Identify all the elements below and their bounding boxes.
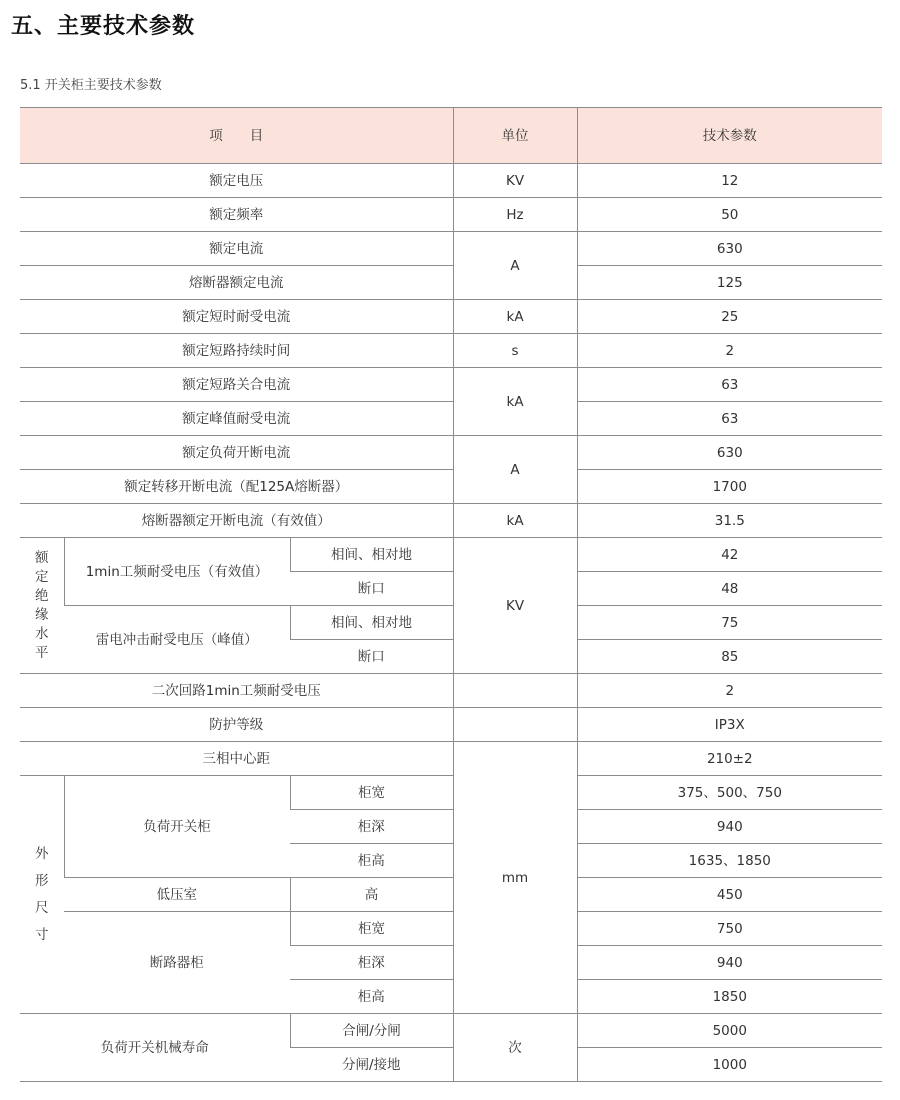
row-unit bbox=[453, 708, 577, 742]
row-value: 940 bbox=[577, 946, 882, 980]
table-row bbox=[20, 912, 882, 946]
table-row bbox=[20, 674, 882, 708]
row-unit: kA bbox=[453, 368, 577, 436]
row-label: 二次回路1min工频耐受电压 bbox=[20, 674, 453, 708]
isolating-distance-label: 断口 bbox=[290, 572, 453, 606]
row-label: 额定转移开断电流（配125A熔断器） bbox=[20, 470, 453, 504]
row-unit: A bbox=[453, 436, 577, 504]
table-row bbox=[20, 776, 882, 810]
table-row bbox=[20, 538, 882, 572]
lv-height-label: 高 bbox=[290, 878, 453, 912]
depth-label: 柜深 bbox=[290, 810, 453, 844]
row-value: 125 bbox=[577, 266, 882, 300]
row-value: 31.5 bbox=[577, 504, 882, 538]
dimensions-unit: mm bbox=[453, 742, 577, 1014]
table-row bbox=[20, 198, 882, 232]
table-row bbox=[20, 164, 882, 198]
low-voltage-room-label: 低压室 bbox=[64, 878, 290, 912]
close-open-label: 合闸/分闸 bbox=[290, 1014, 453, 1048]
mechanical-life-label: 负荷开关机械寿命 bbox=[20, 1014, 290, 1082]
table-row bbox=[20, 368, 882, 402]
row-value: 75 bbox=[577, 606, 882, 640]
row-unit: s bbox=[453, 334, 577, 368]
row-value: IP3X bbox=[577, 708, 882, 742]
row-value: 85 bbox=[577, 640, 882, 674]
row-value: 1850 bbox=[577, 980, 882, 1014]
row-value: 48 bbox=[577, 572, 882, 606]
row-label: 额定频率 bbox=[20, 198, 453, 232]
open-earth-label: 分闸/接地 bbox=[290, 1048, 453, 1082]
section-title: 5.1 开关柜主要技术参数 bbox=[20, 78, 162, 93]
row-value: 2 bbox=[577, 334, 882, 368]
row-value: 63 bbox=[577, 402, 882, 436]
width-label: 柜宽 bbox=[290, 912, 453, 946]
row-value: 5000 bbox=[577, 1014, 882, 1048]
row-unit: KV bbox=[453, 164, 577, 198]
table-header-row bbox=[20, 108, 882, 164]
row-label: 额定短路关合电流 bbox=[20, 368, 453, 402]
table-row bbox=[20, 708, 882, 742]
table-row bbox=[20, 878, 882, 912]
row-value: 1700 bbox=[577, 470, 882, 504]
lightning-impulse-label: 雷电冲击耐受电压（峰值） bbox=[64, 606, 290, 674]
row-unit: kA bbox=[453, 504, 577, 538]
row-label: 额定峰值耐受电流 bbox=[20, 402, 453, 436]
table-row bbox=[20, 470, 882, 504]
row-value: 450 bbox=[577, 878, 882, 912]
phase-to-ground-label: 相间、相对地 bbox=[290, 606, 453, 640]
row-label: 熔断器额定电流 bbox=[20, 266, 453, 300]
table-row bbox=[20, 1014, 882, 1048]
row-value: 42 bbox=[577, 538, 882, 572]
table-row bbox=[20, 334, 882, 368]
height-label: 柜高 bbox=[290, 980, 453, 1014]
table-row bbox=[20, 402, 882, 436]
dimensions-group-label: 外形尺寸 bbox=[20, 776, 64, 1014]
row-label: 额定短时耐受电流 bbox=[20, 300, 453, 334]
insulation-group-label: 额定绝缘水平 bbox=[20, 538, 64, 674]
row-unit: Hz bbox=[453, 198, 577, 232]
table-row bbox=[20, 300, 882, 334]
insulation-unit: KV bbox=[453, 538, 577, 674]
depth-label: 柜深 bbox=[290, 946, 453, 980]
isolating-distance-label: 断口 bbox=[290, 640, 453, 674]
row-value: 1000 bbox=[577, 1048, 882, 1082]
row-value: 50 bbox=[577, 198, 882, 232]
table-row bbox=[20, 232, 882, 266]
header-value: 技术参数 bbox=[577, 108, 882, 164]
width-label: 柜宽 bbox=[290, 776, 453, 810]
breaker-cabinet-label: 断路器柜 bbox=[64, 912, 290, 1014]
row-value: 210±2 bbox=[577, 742, 882, 776]
row-label: 熔断器额定开断电流（有效值） bbox=[20, 504, 453, 538]
header-unit: 单位 bbox=[453, 108, 577, 164]
table-row bbox=[20, 742, 882, 776]
table-row bbox=[20, 504, 882, 538]
table-row bbox=[20, 266, 882, 300]
height-label: 柜高 bbox=[290, 844, 453, 878]
header-item: 项 目 bbox=[20, 108, 453, 164]
row-value: 12 bbox=[577, 164, 882, 198]
row-label: 额定电流 bbox=[20, 232, 453, 266]
row-value: 2 bbox=[577, 674, 882, 708]
row-value: 940 bbox=[577, 810, 882, 844]
row-label: 额定负荷开断电流 bbox=[20, 436, 453, 470]
row-label: 防护等级 bbox=[20, 708, 453, 742]
row-value: 630 bbox=[577, 232, 882, 266]
row-label: 额定电压 bbox=[20, 164, 453, 198]
mechanical-life-unit: 次 bbox=[453, 1014, 577, 1082]
row-value: 750 bbox=[577, 912, 882, 946]
table-row bbox=[20, 436, 882, 470]
phase-to-ground-label: 相间、相对地 bbox=[290, 538, 453, 572]
load-switch-cabinet-label: 负荷开关柜 bbox=[64, 776, 290, 878]
row-label: 三相中心距 bbox=[20, 742, 453, 776]
page-title: 五、主要技术参数 bbox=[11, 14, 196, 39]
technical-parameters-table bbox=[20, 107, 882, 1082]
row-value: 630 bbox=[577, 436, 882, 470]
row-value: 25 bbox=[577, 300, 882, 334]
row-value: 1635、1850 bbox=[577, 844, 882, 878]
row-value: 375、500、750 bbox=[577, 776, 882, 810]
row-unit bbox=[453, 674, 577, 708]
row-label: 额定短路持续时间 bbox=[20, 334, 453, 368]
power-frequency-label: 1min工频耐受电压（有效值） bbox=[64, 538, 290, 606]
row-value: 63 bbox=[577, 368, 882, 402]
row-unit: kA bbox=[453, 300, 577, 334]
row-unit: A bbox=[453, 232, 577, 300]
table-row bbox=[20, 606, 882, 640]
